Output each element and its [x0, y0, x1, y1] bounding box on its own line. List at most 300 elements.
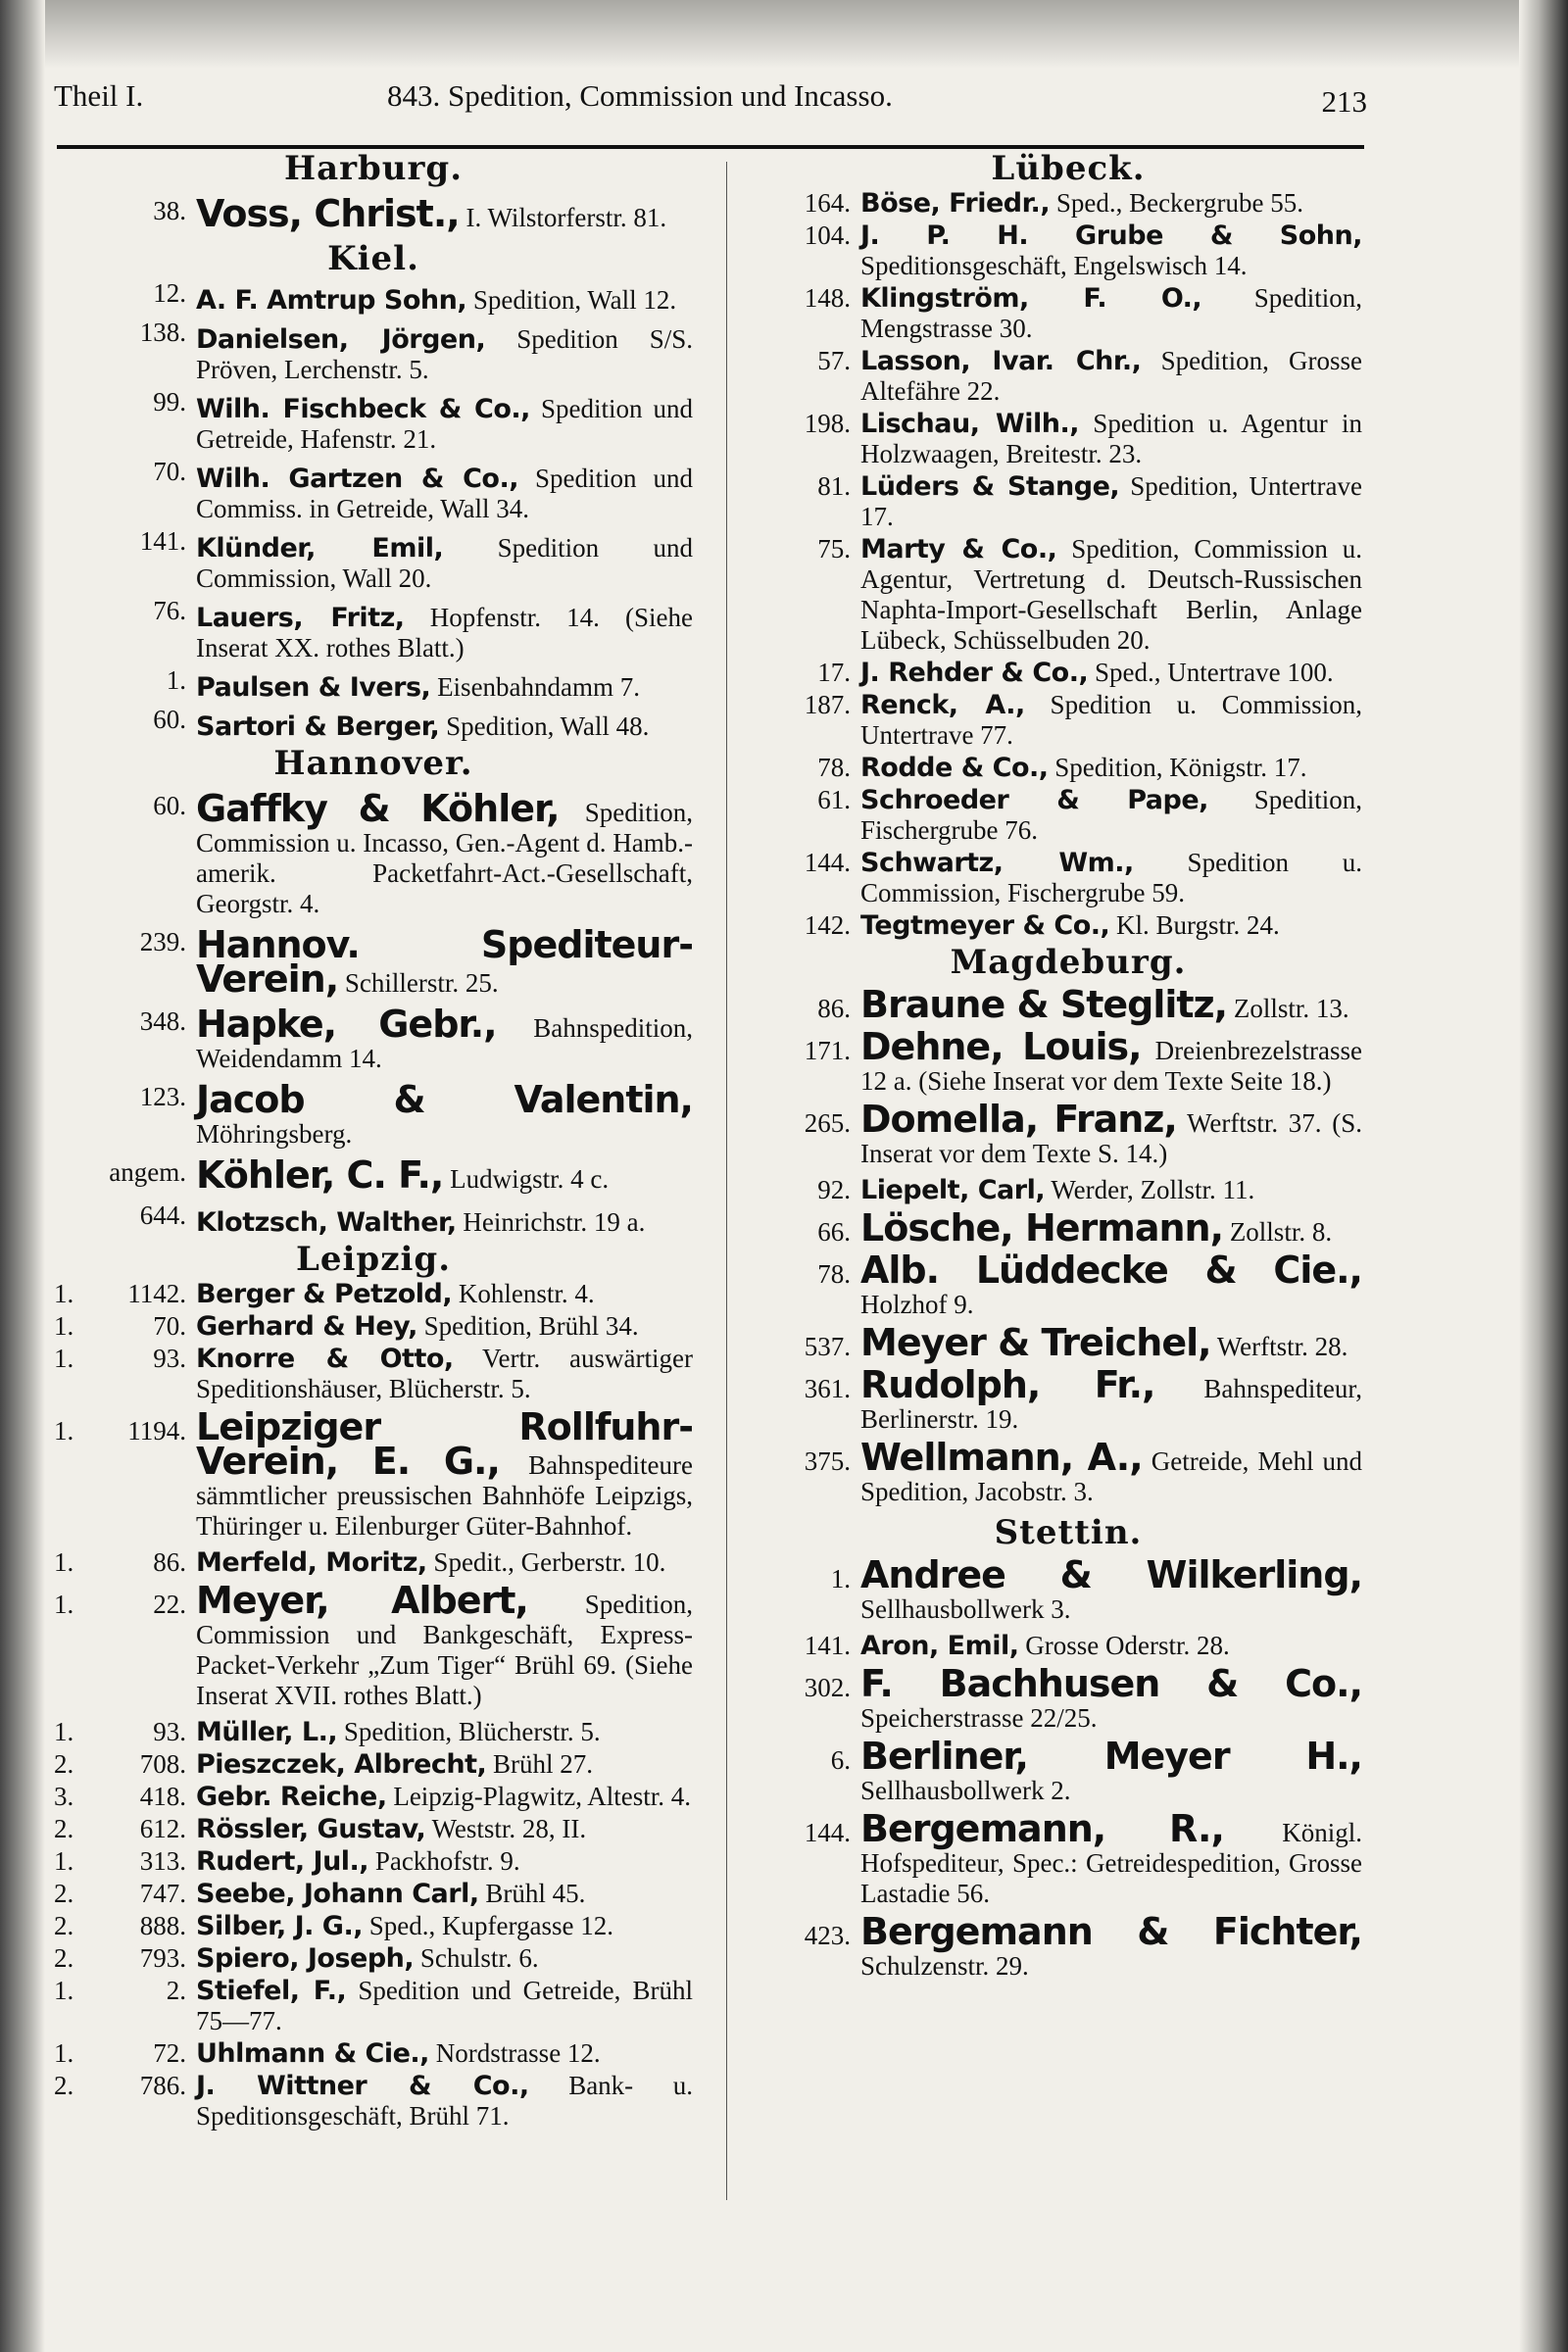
firm-name: Hapke, Gebr., — [196, 1003, 497, 1046]
firm-name: Wilh. Fischbeck & Co., — [196, 394, 530, 424]
entry-number — [774, 658, 851, 688]
entry-text — [196, 1003, 693, 1074]
entry-text — [860, 534, 1362, 656]
firm-details: Schulzenstr. 29. — [860, 1951, 1029, 1981]
section-title: 843. Spedition, Commission und Incasso. — [387, 78, 893, 113]
entry-text — [196, 787, 693, 919]
entry-class: 1. — [54, 1976, 74, 2005]
firm-details: Werder, Zollstr. 11. — [1051, 1175, 1255, 1204]
firm-details: Zollstr. 13. — [1233, 994, 1349, 1023]
entry-text — [860, 220, 1362, 281]
entry-text — [860, 690, 1362, 751]
entry-text — [196, 711, 693, 742]
firm-name: Meyer, Albert, — [196, 1579, 528, 1622]
directory-entry — [774, 409, 1362, 469]
firm-details: Spedition u. Agentur in Holzwaagen, Breitestr. 23. — [860, 409, 1363, 468]
directory-entry — [54, 526, 693, 594]
entry-no: 70. — [153, 1311, 186, 1341]
entry-text — [860, 1631, 1362, 1661]
entry-text — [196, 1078, 693, 1150]
entry-number — [774, 534, 851, 564]
firm-details: Sped., Kupfergasse 12. — [368, 1911, 613, 1940]
firm-details: Kl. Burgstr. 24. — [1116, 910, 1280, 940]
entry-class: 1. — [54, 1846, 74, 1876]
entry-text — [196, 1279, 693, 1309]
entry-number — [774, 1631, 851, 1661]
entry-class: 1. — [54, 1717, 74, 1746]
entry-number — [774, 1446, 851, 1477]
entry-class: 1. — [54, 1416, 74, 1446]
entry-text — [860, 1735, 1362, 1806]
entry-number — [54, 526, 186, 557]
entry-no: 612. — [139, 1814, 186, 1843]
right-column — [774, 149, 1362, 1987]
entry-text — [196, 1344, 693, 1404]
firm-name: Spiero, Joseph, — [196, 1943, 415, 1974]
firm-name: J. Wittner & Co., — [196, 2071, 529, 2101]
firm-name: Leipziger Rollfuhr-Verein, E. G., — [196, 1405, 693, 1483]
entry-no: 38. — [153, 196, 186, 225]
firm-details: Werftstr. 28. — [1216, 1332, 1348, 1361]
entry-number — [54, 791, 186, 821]
firm-name: Berliner, Meyer H., — [860, 1735, 1362, 1778]
firm-details: Brühl 45. — [485, 1879, 586, 1908]
entry-no: 70. — [153, 457, 186, 486]
entry-number — [54, 1279, 186, 1309]
firm-name: Köhler, C. F., — [196, 1153, 444, 1197]
entry-text — [860, 848, 1362, 908]
firm-details: Spedition, Blücherstr. 5. — [343, 1717, 601, 1746]
firm-name: Silber, J. G., — [196, 1911, 363, 1941]
entry-no: 6. — [830, 1745, 851, 1775]
firm-details: Eisenbahndamm 7. — [437, 672, 641, 702]
scan-top-shadow — [0, 0, 1568, 69]
firm-name: Paulsen & Ivers, — [196, 672, 431, 703]
entry-no: 99. — [153, 387, 186, 416]
entry-text — [860, 188, 1362, 219]
directory-entry — [54, 1579, 693, 1711]
entry-no: 78. — [817, 753, 851, 782]
city-heading: Magdeburg. — [950, 943, 1187, 982]
firm-details: Spedition, Commission u. Incasso, Gen.-Agent d. Hamb.-amerik. Packetfahrt-Act.-Gesellschaft, Georgstr. 4. — [196, 798, 693, 918]
city-heading: Leipzig. — [295, 1240, 452, 1279]
firm-name: Böse, Friedr., — [860, 188, 1051, 219]
entry-no: angem. — [109, 1157, 186, 1187]
firm-name: Tegtmeyer & Co., — [860, 910, 1110, 941]
city-heading: Stettin. — [994, 1513, 1143, 1552]
entry-text — [196, 1879, 693, 1909]
firm-name: Berger & Petzold, — [196, 1279, 453, 1309]
entry-no: 60. — [153, 791, 186, 820]
entry-text — [196, 1846, 693, 1877]
entry-no: 418. — [139, 1782, 186, 1811]
firm-name: Stiefel, F., — [196, 1976, 347, 2006]
firm-name: Gaffky & Köhler, — [196, 787, 560, 830]
directory-entry — [774, 1025, 1363, 1097]
entry-number — [774, 1745, 851, 1776]
firm-details: Sellhausbollwerk 2. — [860, 1776, 1071, 1805]
running-header — [54, 78, 1367, 127]
firm-name: Meyer & Treichel, — [860, 1321, 1211, 1364]
firm-details: Spedition, Untertrave 17. — [860, 471, 1362, 531]
entry-number — [54, 1547, 186, 1578]
entry-class: 1. — [54, 1311, 74, 1341]
city-heading: Harburg. — [283, 149, 464, 188]
entry-number — [54, 2071, 186, 2101]
entry-number — [774, 753, 851, 783]
firm-name: Lischau, Wilh., — [860, 409, 1079, 439]
directory-entry — [774, 188, 1362, 219]
entry-no: 2. — [166, 1976, 186, 2005]
directory-entry — [774, 1910, 1362, 1982]
entry-number — [774, 1036, 851, 1066]
firm-name: Sartori & Berger, — [196, 711, 440, 742]
entry-number — [54, 705, 186, 735]
directory-entry — [774, 346, 1362, 407]
entry-no: 12. — [153, 278, 186, 308]
entry-class: 2. — [54, 1749, 74, 1779]
directory-entry — [774, 471, 1362, 532]
firm-details: Spedition, Commission u. Agentur, Vertretung d. Deutsch-Russischen Naphta-Import-Gesellschaft Berlin, Anlage Lübeck, Schüsselbuden 20. — [860, 534, 1362, 655]
firm-details: Spedition und Getreide, Brühl 75—77. — [196, 1976, 694, 2035]
firm-details: Spedition u. Commission, Untertrave 77. — [860, 690, 1363, 750]
directory-entry — [774, 1436, 1362, 1507]
entry-text — [860, 910, 1362, 941]
entry-text — [860, 1249, 1362, 1320]
firm-details: Spedit., Gerberstr. 10. — [433, 1547, 666, 1577]
entry-text — [860, 1025, 1363, 1097]
entry-number — [54, 318, 186, 348]
directory-entry — [54, 278, 693, 316]
entry-text — [196, 2071, 693, 2132]
entry-number — [54, 1311, 186, 1342]
entry-class: 1. — [54, 2038, 74, 2068]
firm-name: Liepelt, Carl, — [860, 1175, 1046, 1205]
directory-entry — [54, 665, 693, 703]
firm-details: Zollstr. 8. — [1229, 1217, 1333, 1247]
entry-no: 1. — [830, 1564, 851, 1593]
entry-no: 60. — [153, 705, 186, 734]
entry-number — [54, 1717, 186, 1747]
entry-number — [54, 1749, 186, 1780]
entry-number — [774, 1374, 851, 1404]
entry-no: 104. — [804, 220, 851, 250]
firm-details: Packhofstr. 9. — [374, 1846, 520, 1876]
firm-name: J. Rehder & Co., — [860, 658, 1089, 688]
entry-number — [54, 1416, 186, 1446]
entry-no: 81. — [817, 471, 851, 501]
firm-details: Spedition, Grosse Altefähre 22. — [860, 346, 1362, 406]
firm-details: Ludwigstr. 4 c. — [450, 1164, 610, 1194]
firm-details: Grosse Oderstr. 28. — [1025, 1631, 1230, 1660]
entry-number — [54, 1344, 186, 1374]
entry-no: 141. — [139, 526, 186, 556]
firm-name: Wellmann, A., — [860, 1436, 1143, 1479]
entry-number — [54, 278, 186, 309]
entry-text — [196, 1814, 693, 1844]
entry-text — [196, 2038, 693, 2069]
entry-text — [860, 471, 1362, 532]
entry-no: 644. — [139, 1200, 186, 1230]
entry-text — [860, 1910, 1362, 1982]
directory-entry — [774, 658, 1362, 688]
firm-details: Dreienbrezelstrasse 12 a. (Siehe Inserat vor dem Texte Seite 18.) — [860, 1036, 1363, 1096]
entry-number — [54, 665, 186, 696]
directory-entry — [54, 1814, 693, 1844]
directory-entry — [774, 910, 1362, 941]
directory-entry — [774, 1098, 1363, 1169]
entry-number — [54, 1157, 186, 1188]
entry-number — [54, 1006, 186, 1037]
directory-entry — [54, 192, 693, 235]
directory-entry — [774, 1206, 1362, 1250]
firm-name: Klingström, F. O., — [860, 283, 1202, 314]
firm-name: Bergemann, R., — [860, 1807, 1224, 1850]
firm-details: Vertr. auswärtiger Speditionshäuser, Blücherstr. 5. — [196, 1344, 693, 1403]
entry-number — [774, 1217, 851, 1248]
firm-name: Hannov. Spediteur-Verein, — [196, 923, 693, 1001]
entry-no: 57. — [817, 346, 851, 375]
firm-details: Heinrichstr. 19 a. — [463, 1207, 646, 1237]
entry-no: 537. — [804, 1332, 851, 1361]
firm-details: Spedition, Mengstrasse 30. — [860, 283, 1363, 343]
firm-name: Seebe, Johann Carl, — [196, 1879, 479, 1909]
directory-entry — [54, 1976, 693, 2036]
directory-entry — [774, 1175, 1362, 1205]
directory-entry — [774, 848, 1362, 908]
entry-number — [774, 188, 851, 219]
directory-entry — [774, 1807, 1362, 1909]
entry-no: 423. — [804, 1921, 851, 1950]
entry-no: 313. — [139, 1846, 186, 1876]
directory-entry — [774, 1735, 1362, 1806]
entry-number — [54, 1943, 186, 1974]
entry-number — [54, 1879, 186, 1909]
entry-no: 93. — [153, 1717, 186, 1746]
entry-no: 66. — [817, 1217, 851, 1247]
entry-no: 348. — [139, 1006, 186, 1036]
firm-name: Pieszczek, Albrecht, — [196, 1749, 487, 1780]
directory-entry — [774, 753, 1362, 783]
firm-name: Marty & Co., — [860, 534, 1057, 564]
entry-class: 2. — [54, 1911, 74, 1940]
entry-text — [860, 409, 1362, 469]
entry-no: 138. — [139, 318, 186, 347]
entry-no: 708. — [139, 1749, 186, 1779]
entry-text — [196, 1749, 693, 1780]
entry-text — [196, 1717, 693, 1747]
firm-name: Domella, Franz, — [860, 1098, 1177, 1141]
firm-details: Weststr. 28, II. — [431, 1814, 587, 1843]
entry-class: 2. — [54, 1879, 74, 1908]
directory-entry — [54, 1311, 693, 1342]
entry-text — [196, 192, 693, 235]
entry-no: 123. — [139, 1082, 186, 1111]
entry-no: 93. — [153, 1344, 186, 1373]
entry-class: 2. — [54, 1943, 74, 1973]
entry-text — [860, 1206, 1362, 1250]
entry-text — [860, 983, 1362, 1026]
entry-text — [196, 1311, 693, 1342]
directory-entry — [54, 2071, 693, 2132]
firm-name: Lösche, Hermann, — [860, 1206, 1224, 1250]
page-number: 213 — [1321, 84, 1367, 119]
entry-number — [774, 1564, 851, 1594]
entry-no: 361. — [804, 1374, 851, 1403]
firm-name: Lauers, Fritz, — [196, 603, 405, 633]
entry-text — [196, 1405, 694, 1542]
firm-name: Gerhard & Hey, — [196, 1311, 417, 1342]
firm-details: Schillerstr. 25. — [344, 968, 499, 998]
entry-no: 302. — [804, 1673, 851, 1702]
directory-entry — [54, 1846, 693, 1877]
directory-entry — [54, 596, 693, 663]
firm-details: Bahnspediteure sämmtlicher preussischen Bahnhöfe Leipzigs, Thüringer u. Eilenburger Güter-Bahnhof. — [196, 1450, 694, 1541]
entry-text — [860, 1436, 1362, 1507]
entry-text — [196, 1976, 693, 2036]
entry-number — [54, 1782, 186, 1812]
firm-details: Nordstrasse 12. — [435, 2038, 601, 2068]
entry-text — [860, 1098, 1363, 1169]
directory-entry — [54, 1717, 693, 1747]
directory-entry — [774, 1553, 1362, 1625]
entry-number — [774, 690, 851, 720]
scan-left-shadow — [0, 0, 45, 2352]
entry-no: 17. — [817, 658, 851, 687]
entry-no: 141. — [804, 1631, 851, 1660]
entry-number — [54, 1590, 186, 1620]
firm-name: Knorre & Otto, — [196, 1344, 454, 1374]
directory-entry — [54, 1782, 693, 1812]
firm-details: I. Wilstorferstr. 81. — [466, 203, 667, 232]
firm-name: Rudolph, Fr., — [860, 1363, 1155, 1406]
entry-class: 1. — [54, 1590, 74, 1619]
directory-entry — [54, 1279, 693, 1309]
city-heading: Lübeck. — [991, 149, 1146, 188]
entry-no: 187. — [804, 690, 851, 719]
left-column — [54, 149, 693, 2133]
directory-entry — [774, 220, 1362, 281]
entry-class: 1. — [54, 1344, 74, 1373]
directory-entry — [54, 1405, 694, 1542]
directory-entry — [54, 2038, 693, 2069]
entry-text — [196, 324, 693, 385]
entry-number — [54, 457, 186, 487]
firm-name: Gebr. Reiche, — [196, 1782, 387, 1812]
directory-entry — [54, 387, 693, 455]
entry-no: 78. — [817, 1259, 851, 1289]
firm-name: Lüders & Stange, — [860, 471, 1120, 502]
entry-no: 1194. — [127, 1416, 186, 1446]
directory-entry — [54, 1153, 693, 1197]
firm-details: Kohlenstr. 4. — [458, 1279, 595, 1308]
firm-name: Rudert, Jul., — [196, 1846, 369, 1877]
firm-details: Sped., Untertrave 100. — [1094, 658, 1334, 687]
directory-entry — [54, 457, 693, 524]
entry-text — [860, 1175, 1362, 1205]
firm-name: Uhlmann & Cie., — [196, 2038, 429, 2069]
directory-entry — [54, 1879, 693, 1909]
entry-text — [860, 785, 1362, 846]
firm-details: Sellhausbollwerk 3. — [860, 1594, 1071, 1624]
directory-entry — [54, 1749, 693, 1780]
entry-no: 747. — [139, 1879, 186, 1908]
entry-text — [196, 1207, 693, 1238]
firm-details: Spedition, Königstr. 17. — [1054, 753, 1307, 782]
entry-text — [860, 283, 1362, 344]
directory-entry — [774, 690, 1362, 751]
entry-no: 86. — [817, 994, 851, 1023]
directory-entry — [54, 1344, 693, 1404]
column-divider — [726, 162, 727, 2200]
directory-entry — [54, 1911, 693, 1941]
firm-name: Klotzsch, Walther, — [196, 1207, 457, 1238]
entry-text — [860, 753, 1362, 783]
entry-text — [196, 1547, 693, 1578]
entry-text — [860, 1363, 1362, 1435]
entry-no: 92. — [817, 1175, 851, 1204]
entry-number — [774, 283, 851, 314]
firm-name: A. F. Amtrup Sohn, — [196, 285, 467, 316]
entry-text — [196, 1153, 693, 1197]
entry-text — [196, 533, 693, 594]
firm-details: Spedition und Getreide, Hafenstr. 21. — [196, 394, 693, 454]
entry-no: 144. — [804, 848, 851, 877]
directory-entry — [54, 705, 693, 742]
firm-details: Holzhof 9. — [860, 1290, 974, 1319]
city-heading: Hannover. — [273, 744, 473, 783]
firm-details: Leipzig-Plagwitz, Altestr. 4. — [393, 1782, 692, 1811]
entry-number — [774, 1921, 851, 1951]
directory-entry — [774, 1321, 1362, 1364]
firm-name: Wilh. Gartzen & Co., — [196, 464, 518, 494]
firm-details: Spedition, Fischergrube 76. — [860, 785, 1362, 845]
firm-name: Schwartz, Wm., — [860, 848, 1134, 878]
directory-entry — [54, 1003, 693, 1074]
directory-entry — [774, 785, 1362, 846]
entry-no: 75. — [817, 534, 851, 564]
firm-details: Getreide, Mehl und Spedition, Jacobstr. 3. — [860, 1446, 1362, 1506]
directory-entry — [774, 534, 1362, 656]
entry-text — [196, 1911, 693, 1941]
entry-text — [860, 346, 1362, 407]
entry-no: 72. — [153, 2038, 186, 2068]
entry-no: 76. — [153, 596, 186, 625]
entry-no: 142. — [804, 910, 851, 940]
entry-number — [54, 1976, 186, 2006]
firm-details: Schulstr. 6. — [419, 1943, 539, 1973]
entry-no: 86. — [153, 1547, 186, 1577]
entry-no: 22. — [153, 1590, 186, 1619]
firm-name: J. P. H. Grube & Sohn, — [860, 220, 1362, 251]
entry-number — [774, 1818, 851, 1848]
entry-number — [774, 471, 851, 502]
entry-no: 148. — [804, 283, 851, 313]
firm-details: Möhringsberg. — [196, 1119, 353, 1149]
entry-no: 198. — [804, 409, 851, 438]
entry-number — [54, 1082, 186, 1112]
entry-text — [196, 285, 693, 316]
entry-no: 265. — [804, 1108, 851, 1138]
directory-entry — [54, 1943, 693, 1974]
firm-name: Klünder, Emil, — [196, 533, 444, 564]
entry-text — [196, 1943, 693, 1974]
directory-entry — [54, 318, 693, 385]
firm-details: Spedition S/S. Pröven, Lerchenstr. 5. — [196, 324, 694, 384]
firm-details: Hopfenstr. 14. (Siehe Inserat XX. rothes Blatt.) — [196, 603, 693, 662]
firm-name: F. Bachhusen & Co., — [860, 1662, 1362, 1705]
directory-entry — [774, 1631, 1362, 1661]
